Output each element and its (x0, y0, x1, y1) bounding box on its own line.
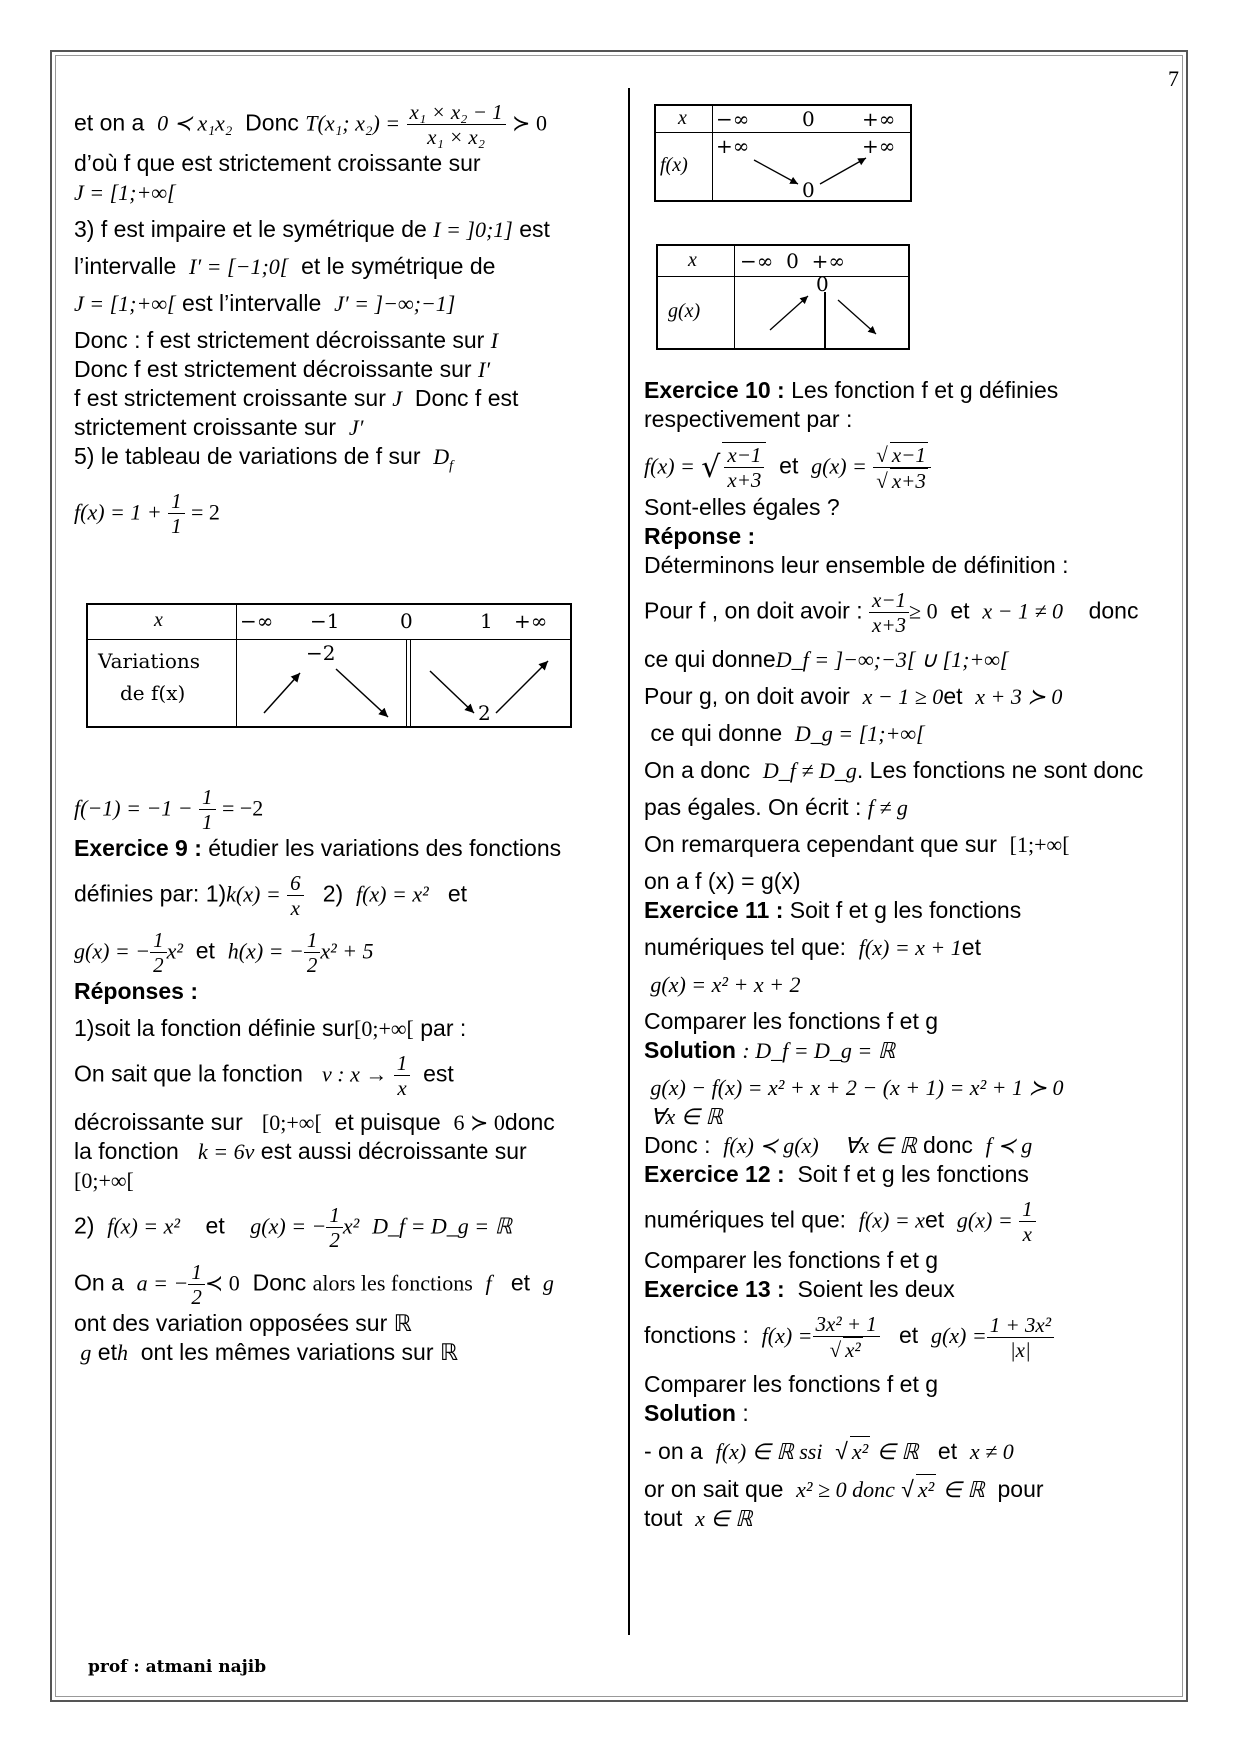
denominator: 2 (306, 953, 318, 977)
text: donc (1088, 597, 1139, 624)
exercise-title: Exercice 11 : (644, 897, 784, 923)
line (644, 588, 1184, 637)
table-x-value: +∞ (862, 107, 896, 131)
fraction (168, 489, 185, 538)
text: et (447, 880, 468, 907)
math: ≻ 0 (512, 110, 547, 136)
text: 2) (74, 1212, 95, 1239)
math: h(x) = − (227, 938, 304, 964)
line (644, 442, 1184, 493)
numerator: 3x² + 1 (813, 1312, 880, 1337)
table-min-value: 2 (478, 701, 491, 725)
math: D_g = [1;+∞[ (794, 721, 925, 746)
math: x + 3 ≻ 0 (975, 684, 1063, 709)
table-x-value: −1 (310, 609, 340, 633)
text: numériques tel que: (644, 934, 847, 960)
math: I = ]0;1] (433, 217, 513, 242)
line: Sont-elles égales ? (644, 494, 840, 520)
text: est aussi décroissante sur (260, 1138, 527, 1164)
line (74, 1260, 614, 1309)
math: f(−1) = −1 − (74, 795, 193, 821)
math: D_f ≠ D_g (762, 758, 857, 783)
line (74, 1166, 614, 1195)
denominator: √ x² (829, 1338, 861, 1362)
math: x ∈ ℝ (695, 1506, 753, 1531)
table-x-value: 0 (400, 609, 413, 633)
table-row-label: Variations (98, 649, 201, 673)
text: On remarquera cependant que sur (644, 831, 997, 857)
fraction (407, 100, 506, 149)
line (644, 896, 1184, 925)
math: I′ = [−1;0[ (189, 254, 289, 279)
numerator: 1 + 3x² (987, 1313, 1054, 1338)
line (74, 871, 614, 920)
text: et on a (74, 109, 145, 136)
line (644, 756, 1184, 785)
math: f(x) = (761, 1323, 813, 1349)
denominator: 1 (171, 513, 182, 538)
math: k(x) = (226, 881, 281, 907)
fraction (813, 1312, 880, 1362)
math: f(x) = x² (107, 1213, 180, 1239)
fraction (394, 1051, 411, 1100)
math: : D_f = D_g = ℝ (742, 1038, 896, 1063)
numerator: 1 (150, 928, 167, 953)
text: Pour f , on doit avoir : (644, 597, 863, 624)
numerator: 6 (287, 871, 304, 896)
line (74, 355, 614, 384)
math: [0;+∞[ (261, 1110, 322, 1135)
text: fonctions : (644, 1322, 749, 1349)
denominator: 2 (153, 953, 164, 977)
math: J = [1;+∞[ (74, 291, 176, 316)
sqrt-body: x−1 (891, 443, 926, 467)
denominator: x (1022, 1222, 1032, 1246)
line (644, 682, 1184, 711)
variation-table-f (86, 603, 572, 728)
text: et (937, 1438, 958, 1464)
text: tout (644, 1505, 683, 1531)
fraction (873, 442, 931, 493)
line: Réponses : (74, 978, 198, 1004)
line (644, 1504, 1184, 1533)
math: v : x → (322, 1061, 388, 1087)
line (74, 1108, 614, 1137)
line (644, 1275, 1184, 1304)
line (644, 719, 1184, 748)
table-x-label: x (688, 249, 697, 271)
text: et (943, 683, 963, 709)
table-x-value: −∞ (716, 107, 750, 131)
table-value: +∞ (862, 134, 896, 158)
text: décroissante sur (74, 1109, 243, 1135)
math: g(x) = − (250, 1213, 327, 1239)
text: : (742, 1400, 749, 1426)
math: [1;+∞[ (1009, 832, 1070, 857)
sqrt-symbol: √ (701, 450, 721, 485)
fraction (199, 785, 216, 834)
text: Pour g, on doit avoir (644, 683, 850, 709)
numerator: 1 (304, 928, 321, 953)
fraction (1019, 1197, 1036, 1246)
numerator: 1 (326, 1203, 343, 1228)
math: I (490, 328, 499, 353)
math: f(x) = x² (355, 881, 429, 907)
table-x-value: 0 (802, 107, 815, 131)
table-value: 0 (802, 178, 815, 202)
numerator: x₁ × x₂ − 1 (407, 100, 506, 125)
numerator: 1 (199, 785, 216, 810)
text: . Les fonctions ne sont donc (856, 757, 1144, 783)
text: On sait que la fonction (74, 1060, 303, 1087)
math: h (116, 1340, 128, 1365)
math-subscript: f (449, 458, 454, 474)
sqrt-body: x² (916, 1474, 936, 1504)
table-row-label: g(x) (668, 300, 701, 322)
fraction (150, 928, 167, 977)
denominator: 2 (191, 1285, 202, 1309)
text: Donc f est strictement décroissante sur (74, 356, 472, 382)
denominator: x₁ × x₂ (427, 125, 486, 149)
text: ce qui donne (644, 646, 776, 672)
numerator: √ x−1 (873, 442, 931, 468)
text: Donc f est (414, 385, 519, 411)
text: et le symétrique de (301, 253, 496, 279)
math: x − 1 ≥ 0 (862, 684, 944, 709)
text: strictement croissante sur (74, 414, 337, 440)
math: f(x) ∈ ℝ ssi (715, 1439, 823, 1464)
line: Réponse : (644, 523, 756, 549)
right-column (644, 376, 1184, 1533)
text: Soient les deux (791, 1276, 955, 1302)
line (74, 1014, 614, 1043)
text: On a (74, 1269, 124, 1296)
math: ∀x ∈ ℝ (650, 1104, 723, 1129)
line (74, 100, 614, 149)
line: respectivement par : (644, 406, 853, 432)
math: f(x) = 1 + (74, 499, 162, 525)
line (644, 793, 1184, 822)
line (74, 252, 614, 281)
fraction (326, 1203, 343, 1252)
math: f ≺ g (985, 1133, 1033, 1158)
numerator: x−1 (724, 443, 764, 468)
math: g(x) = (811, 453, 867, 479)
variation-arrows (658, 246, 908, 348)
line: ont des variation opposées sur ℝ (74, 1310, 412, 1336)
text: et (195, 937, 215, 964)
line (644, 376, 1184, 405)
math: x² ≥ 0 donc (796, 1477, 895, 1502)
text: numériques tel que: (644, 1206, 847, 1233)
denominator: x+3 (727, 468, 762, 492)
text: est (423, 1060, 454, 1087)
text: donc (504, 1109, 555, 1135)
math: x ≠ 0 (969, 1439, 1014, 1464)
line: Comparer les fonctions f et g (644, 1371, 939, 1397)
fraction (724, 443, 764, 492)
line: Comparer les fonctions f et g (644, 1008, 939, 1034)
line (74, 289, 614, 318)
text: or on sait que (644, 1476, 784, 1502)
text: l’intervalle (74, 253, 177, 279)
line (644, 1131, 1184, 1160)
fraction (869, 588, 909, 637)
text: 2) (322, 880, 344, 907)
table-row-label: de f(x) (120, 681, 186, 705)
text: pour (997, 1476, 1044, 1502)
line (644, 1312, 1184, 1362)
math: ∀x ∈ ℝ (844, 1133, 917, 1158)
text: donc (923, 1132, 973, 1158)
line (644, 1102, 1184, 1131)
math: = 2 (191, 499, 220, 525)
line (644, 1036, 1184, 1065)
math: g(x) = (956, 1207, 1013, 1233)
math: ∈ ℝ (942, 1477, 985, 1502)
table-value: 0 (816, 272, 829, 296)
math: x − 1 ≠ 0 (982, 598, 1064, 624)
math: f ≠ g (867, 795, 908, 820)
line (74, 1203, 614, 1252)
numerator: 1 (394, 1051, 411, 1076)
math: J′ (348, 415, 364, 440)
line (74, 834, 614, 863)
variation-table-square (654, 104, 912, 202)
math: x² + 5 (320, 938, 374, 964)
text: la fonction (74, 1138, 179, 1164)
math: ≥ 0 (909, 598, 938, 624)
line (74, 384, 614, 413)
line (74, 326, 614, 355)
line (644, 970, 1184, 999)
text: Donc : f est strictement décroissante sur (74, 327, 485, 353)
math: f(x) = x + 1 (858, 935, 962, 960)
denominator: 1 (202, 810, 213, 834)
text: Soit f et g les fonctions (791, 1161, 1029, 1187)
line (74, 1137, 614, 1166)
line: - on a f(x) ∈ ℝ ssi √ x² ∈ ℝ et x ≠ 0 (644, 1438, 1014, 1464)
math: f(x) ≺ g(x) (723, 1133, 819, 1158)
text: Donc (245, 109, 299, 136)
math: g (542, 1270, 554, 1296)
math: g(x) − f(x) = x² + x + 2 − (x + 1) = x² + 1 ≻ 0 (650, 1075, 1064, 1100)
variation-table-g (656, 244, 910, 350)
text: est l’intervalle (181, 290, 322, 316)
text: 1)soit la fonction définie sur (74, 1015, 354, 1041)
text: et (961, 934, 981, 960)
text: - on a (644, 1438, 703, 1464)
table-x-label: x (678, 107, 687, 129)
line (644, 1197, 1184, 1246)
line (74, 413, 614, 442)
exercise-title: Exercice 9 : (74, 835, 202, 861)
text: ont les mêmes variations sur ℝ (140, 1339, 459, 1365)
line (74, 785, 614, 834)
table-x-label: x (154, 609, 163, 631)
denominator: x (397, 1076, 407, 1100)
text: 5) le tableau de variations de f sur (74, 443, 421, 469)
line: or on sait que x² ≥ 0 donc √ x² ∈ ℝ pour (644, 1476, 1044, 1502)
numerator: x−1 (869, 588, 909, 613)
table-x-value: +∞ (514, 609, 548, 633)
math: x² (166, 938, 183, 964)
text: pas égales. On écrit : (644, 794, 862, 820)
line (74, 928, 614, 977)
text: Donc (252, 1269, 307, 1296)
line (644, 933, 1184, 962)
denominator: √ x+3 (876, 469, 926, 493)
left-column (74, 100, 614, 538)
denominator: 2 (329, 1228, 340, 1252)
denominator: x (290, 896, 300, 920)
text: 3) f est impaire et le symétrique de (74, 216, 427, 242)
sqrt-body: x+3 (891, 469, 926, 493)
math: 6 ≻ 0 (453, 1110, 505, 1135)
math: g(x) = x² + x + 2 (650, 972, 801, 997)
math: k = 6v (198, 1139, 255, 1164)
math: D_f = ]−∞;−3[ ∪ [1;+∞[ (775, 647, 1009, 672)
line (74, 442, 614, 481)
numerator: 1 (1019, 1197, 1036, 1222)
sqrt-body (722, 442, 766, 492)
math: ≺ 0 (204, 1270, 240, 1296)
math: ∈ ℝ (876, 1439, 919, 1464)
text: et puisque (334, 1109, 441, 1135)
line (74, 489, 614, 538)
solution-title: Solution (644, 1400, 736, 1426)
fraction (188, 1260, 205, 1309)
text: par : (420, 1015, 467, 1041)
line (74, 178, 614, 207)
text: et (510, 1269, 531, 1296)
numerator: 1 (188, 1260, 205, 1285)
exercise-title: Exercice 10 : (644, 377, 785, 403)
line: Déterminons leur ensemble de définition : (644, 552, 1069, 578)
math: a = − (136, 1270, 189, 1296)
line (644, 830, 1184, 859)
text: ce qui donne (650, 720, 783, 746)
math: J (392, 386, 403, 411)
math: f (485, 1270, 492, 1296)
fraction (304, 928, 321, 977)
fraction (987, 1313, 1054, 1362)
math: f(x) = x (858, 1207, 925, 1233)
math: J = [1;+∞[ (74, 180, 176, 205)
line: Comparer les fonctions f et g (644, 1247, 939, 1273)
line (74, 215, 614, 244)
table-x-values: −∞ 0 +∞ (740, 249, 845, 273)
line (644, 1073, 1184, 1102)
line: on a f (x) = g(x) (644, 868, 801, 894)
variation-arrows (656, 106, 910, 200)
math: [0;+∞[ (354, 1016, 414, 1041)
solution-title: Solution (644, 1037, 736, 1063)
text: et (205, 1212, 225, 1239)
exercise-title: Exercice 12 : (644, 1161, 785, 1187)
text: et (924, 1206, 945, 1233)
text: On a donc (644, 757, 751, 783)
math: g (80, 1340, 92, 1365)
text: f est strictement croissante sur (74, 385, 386, 411)
text: Soit f et g les fonctions (789, 897, 1022, 923)
text: étudier les variations des fonctions (208, 835, 562, 861)
text: et (950, 597, 970, 624)
sqrt-body: x² (845, 1338, 861, 1362)
author-footer: prof : atmani najib (88, 1657, 267, 1677)
table-row-label: f(x) (660, 154, 688, 176)
math: 0 ≺ x₁x₂ (157, 110, 233, 136)
math: f(x) = (644, 453, 695, 479)
text: alors les fonctions (312, 1270, 473, 1296)
line (74, 1051, 614, 1100)
math: D (433, 444, 450, 469)
denominator: |x| (1009, 1337, 1031, 1362)
math: x² (342, 1213, 360, 1239)
line (74, 1338, 614, 1367)
fraction (287, 871, 304, 920)
math: [0;+∞[ (74, 1168, 134, 1193)
math: g(x) = − (74, 938, 151, 964)
left-column-lower (74, 785, 614, 1367)
math: I′ (477, 357, 491, 382)
text: Donc : (644, 1132, 711, 1158)
text: définies par: 1) (74, 880, 227, 907)
exercise-title: Exercice 13 : (644, 1276, 785, 1302)
page-number: 7 (1168, 66, 1179, 91)
text: et (898, 1322, 919, 1349)
table-value: +∞ (716, 134, 750, 158)
text: et (779, 452, 799, 479)
math: T(x₁; x₂) = (305, 110, 401, 136)
sqrt-body: x² (850, 1436, 870, 1466)
math: = −2 (221, 795, 264, 821)
math: g(x) = (930, 1323, 987, 1349)
numerator: 1 (168, 489, 185, 514)
line (644, 1160, 1184, 1189)
line (644, 1399, 1184, 1428)
text: Les fonction f et g définies (791, 377, 1059, 403)
column-separator (628, 88, 630, 1635)
math: J′ = ]−∞;−1] (334, 291, 456, 316)
math: D_f = D_g = ℝ (372, 1213, 513, 1239)
line (644, 645, 1184, 674)
table-max-value: −2 (306, 641, 336, 665)
text: et (97, 1339, 117, 1365)
variation-arrows (88, 605, 570, 726)
table-x-value: 1 (480, 609, 493, 633)
denominator: x+3 (872, 613, 907, 637)
table-x-value: −∞ (240, 609, 274, 633)
text: est (519, 216, 550, 242)
line: d’où f que est strictement croissante sur (74, 150, 481, 176)
